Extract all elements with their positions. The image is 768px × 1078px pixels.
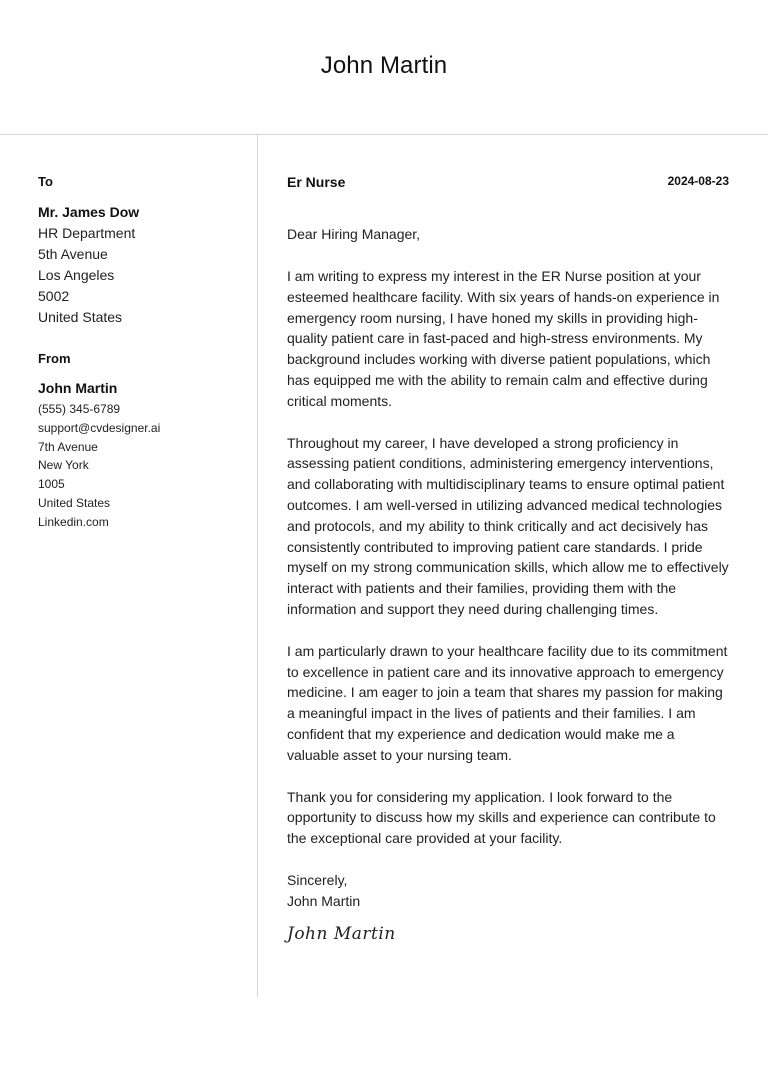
- column-divider: [257, 135, 258, 997]
- recipient-postcode: 5002: [38, 288, 70, 304]
- sender-postcode: 1005: [38, 477, 65, 492]
- letter-date: 2024-08-23: [667, 174, 729, 188]
- sender-country: United States: [38, 495, 111, 510]
- paragraph-1: I am writing to express my interest in the ER Nurse position at your esteemed healthcare facility. With six years of hands-on experience in emergency room nursing, I have honed my skills in providing high-quality patient care in fast-paced and high-stress environments. My background includes working with diverse patient populations, which has equipped me with the ability to remain calm and effective during critical moments.: [287, 268, 720, 409]
- sidebar: [38, 174, 248, 532]
- letter-body: [287, 174, 729, 944]
- closing-name: John Martin: [287, 892, 361, 909]
- letter-topline: [287, 174, 729, 194]
- sender-name: John Martin: [38, 380, 118, 396]
- sender-email: support@cvdesigner.ai: [38, 420, 161, 435]
- closing-phrase: Sincerely,: [287, 871, 348, 888]
- page-title: John Martin: [320, 52, 448, 79]
- recipient-street: 5th Avenue: [38, 246, 108, 262]
- recipient-city: Los Angeles: [38, 267, 115, 283]
- recipient-department: HR Department: [38, 225, 136, 241]
- to-label: To: [38, 174, 53, 189]
- job-title: Er Nurse: [287, 174, 346, 190]
- closing: [287, 870, 729, 912]
- sender-linkedin: Linkedin.com: [38, 514, 109, 529]
- page-header: [0, 0, 768, 135]
- from-label: From: [38, 351, 71, 366]
- recipient-country: United States: [38, 309, 123, 325]
- recipient-name: Mr. James Dow: [38, 204, 140, 220]
- signature: John Martin: [287, 923, 396, 944]
- sender-street: 7th Avenue: [38, 439, 98, 454]
- sender-city: New York: [38, 458, 89, 473]
- paragraph-2: Throughout my career, I have developed a strong proficiency in assessing patient conditions, administering emergency interventions, and collaborating with multidisciplinary teams to ensure optimal patient outcomes. I am well-versed in utilizing advanced medical technologies and protocols, and my ability to think critically and act decisively has consistently contributed to improving patient care standards. I pride myself on my strong communication skills, which allow me to effectively interact with patients and their families, providing them with the information and support they need during challenging times.: [287, 434, 729, 617]
- sender-phone: (555) 345-6789: [38, 402, 121, 416]
- paragraph-4: Thank you for considering my application. I look forward to the opportunity to discuss how my skills and experience can contribute to the exceptional care provided at your facility.: [287, 788, 716, 847]
- salutation: Dear Hiring Manager,: [287, 226, 421, 242]
- paragraph-3: I am particularly drawn to your healthcare facility due to its commitment to excellence in patient care and its innovative approach to emergency medicine. I am eager to join a team that shares my passion for making a meaningful impact in the lives of patients and their families. I am confident that my experience and dedication would make me a valuable asset to your nursing team.: [287, 642, 728, 763]
